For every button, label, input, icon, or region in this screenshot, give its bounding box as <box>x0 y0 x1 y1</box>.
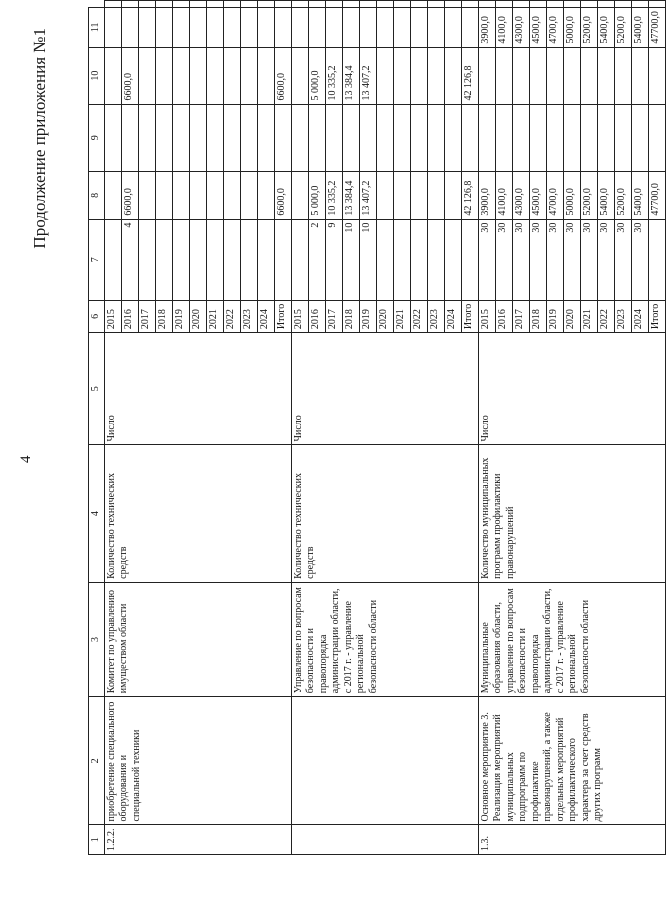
value-cell <box>614 1 631 8</box>
value-cell: 30 <box>529 219 546 300</box>
unit-cell: Число <box>478 333 665 445</box>
value-cell <box>138 104 155 171</box>
value-cell: 5200,0 <box>614 8 631 48</box>
value-cell <box>512 47 529 104</box>
value-cell: 3900,0 <box>478 8 495 48</box>
value-cell <box>274 8 291 48</box>
value-cell <box>172 47 189 104</box>
year-cell: 2016 <box>121 300 138 332</box>
value-cell <box>155 47 172 104</box>
year-cell: 2020 <box>376 300 393 332</box>
executor-cell: Муниципальные образования области, управление по вопросам безопасности и правопорядка администрации области, с 2017 г. - управление региональной безопасности области <box>478 582 665 696</box>
value-cell <box>410 1 427 8</box>
value-cell <box>444 8 461 48</box>
value-cell <box>240 47 257 104</box>
year-cell: 2022 <box>597 300 614 332</box>
value-cell <box>274 1 291 8</box>
value-cell <box>427 219 444 300</box>
value-cell <box>393 219 410 300</box>
value-cell <box>342 1 359 8</box>
value-cell <box>444 104 461 171</box>
value-cell <box>495 1 512 8</box>
value-cell <box>172 1 189 8</box>
value-cell: 47700,0 <box>648 172 665 220</box>
value-cell <box>427 8 444 48</box>
value-cell <box>223 172 240 220</box>
value-cell <box>155 8 172 48</box>
value-cell <box>189 1 206 8</box>
value-cell: 4300,0 <box>512 172 529 220</box>
value-cell: 5400,0 <box>631 172 648 220</box>
value-cell <box>274 104 291 171</box>
value-cell <box>257 47 274 104</box>
unit-cell: Число <box>104 333 291 445</box>
value-cell <box>206 1 223 8</box>
value-cell: 6600,0 <box>274 47 291 104</box>
year-cell: 2021 <box>580 300 597 332</box>
value-cell: 5200,0 <box>580 8 597 48</box>
value-cell: 5400,0 <box>631 8 648 48</box>
value-cell: 42 126,8 <box>461 172 478 220</box>
year-cell: 2015 <box>478 300 495 332</box>
value-cell <box>342 8 359 48</box>
value-cell <box>529 47 546 104</box>
year-cell: 2018 <box>155 300 172 332</box>
value-cell: 4700,0 <box>546 172 563 220</box>
value-cell <box>240 8 257 48</box>
value-cell <box>138 47 155 104</box>
value-cell <box>155 104 172 171</box>
year-cell: 2024 <box>631 300 648 332</box>
value-cell <box>121 1 138 8</box>
value-cell <box>376 8 393 48</box>
value-cell <box>478 104 495 171</box>
value-cell <box>104 8 121 48</box>
indicator-cell: Количество технических средств <box>104 445 291 582</box>
value-cell <box>291 104 308 171</box>
value-cell: 30 <box>495 219 512 300</box>
value-cell <box>393 47 410 104</box>
value-cell: 13 407,2 <box>359 172 376 220</box>
value-cell <box>206 8 223 48</box>
value-cell <box>393 1 410 8</box>
header-cell: 1 <box>89 825 105 855</box>
value-cell <box>189 172 206 220</box>
executor-cell: Комитет по управлению имуществом области <box>104 582 291 696</box>
value-cell <box>597 1 614 8</box>
value-cell <box>240 172 257 220</box>
value-cell <box>376 219 393 300</box>
year-cell: 2022 <box>410 300 427 332</box>
value-cell <box>376 1 393 8</box>
value-cell: 13 384,4 <box>342 172 359 220</box>
value-cell <box>206 219 223 300</box>
value-cell <box>512 1 529 8</box>
value-cell: 30 <box>512 219 529 300</box>
year-cell: 2024 <box>257 300 274 332</box>
value-cell <box>427 172 444 220</box>
value-cell <box>597 104 614 171</box>
value-cell <box>410 8 427 48</box>
value-cell <box>155 219 172 300</box>
value-cell: 10 335,2 <box>325 47 342 104</box>
value-cell <box>104 1 121 8</box>
value-cell <box>427 1 444 8</box>
header-cell: 5 <box>89 333 105 445</box>
value-cell <box>138 172 155 220</box>
header-cell: 4 <box>89 445 105 582</box>
value-cell <box>223 219 240 300</box>
value-cell <box>444 1 461 8</box>
value-cell <box>359 104 376 171</box>
value-cell: 5400,0 <box>597 172 614 220</box>
year-cell: 2021 <box>393 300 410 332</box>
value-cell <box>240 219 257 300</box>
value-cell <box>410 47 427 104</box>
header-cell: 7 <box>89 219 105 300</box>
value-cell: 5200,0 <box>614 172 631 220</box>
year-cell: 2016 <box>308 300 325 332</box>
value-cell <box>648 47 665 104</box>
measure-name-cell: Основное мероприятие 3. Реализация мероприятий муниципальных подпрограмм по профилактике правонарушений, а также отдельных мероприятий профилактического характера за счет средств других программ <box>478 697 665 825</box>
value-cell <box>597 47 614 104</box>
value-cell <box>376 104 393 171</box>
value-cell <box>240 104 257 171</box>
header-cell: 3 <box>89 582 105 696</box>
value-cell <box>614 104 631 171</box>
measure-name-cell <box>291 697 478 825</box>
year-cell: 2017 <box>325 300 342 332</box>
value-cell <box>359 8 376 48</box>
value-cell <box>648 219 665 300</box>
value-cell <box>444 219 461 300</box>
value-cell: 13 384,4 <box>342 47 359 104</box>
value-cell: 5 000,0 <box>308 47 325 104</box>
year-cell: Итого <box>461 300 478 332</box>
year-cell: 2024 <box>444 300 461 332</box>
value-cell <box>206 104 223 171</box>
value-cell <box>648 104 665 171</box>
value-cell: 4500,0 <box>529 8 546 48</box>
value-cell <box>189 219 206 300</box>
value-cell <box>461 1 478 8</box>
year-cell: 2020 <box>563 300 580 332</box>
value-cell <box>325 104 342 171</box>
value-cell <box>223 8 240 48</box>
value-cell <box>461 104 478 171</box>
value-cell <box>461 219 478 300</box>
value-cell <box>223 104 240 171</box>
value-cell <box>461 8 478 48</box>
value-cell <box>478 47 495 104</box>
year-cell: 2017 <box>512 300 529 332</box>
value-cell: 4100,0 <box>495 172 512 220</box>
value-cell <box>631 104 648 171</box>
year-cell: 2023 <box>614 300 631 332</box>
value-cell <box>325 8 342 48</box>
value-cell <box>342 104 359 171</box>
value-cell: 30 <box>563 219 580 300</box>
header-cell: 6 <box>89 300 105 332</box>
value-cell <box>580 1 597 8</box>
value-cell: 30 <box>478 219 495 300</box>
value-cell <box>240 1 257 8</box>
value-cell <box>376 47 393 104</box>
value-cell <box>427 47 444 104</box>
value-cell <box>138 1 155 8</box>
unit-cell: Число <box>291 333 478 445</box>
value-cell <box>206 172 223 220</box>
value-cell <box>495 47 512 104</box>
value-cell <box>427 104 444 171</box>
value-cell <box>104 219 121 300</box>
program-table <box>88 0 666 855</box>
value-cell: 2 <box>308 219 325 300</box>
value-cell <box>257 219 274 300</box>
year-cell: 2022 <box>223 300 240 332</box>
value-cell <box>444 172 461 220</box>
value-cell: 4500,0 <box>529 172 546 220</box>
value-cell <box>121 104 138 171</box>
year-cell: 2019 <box>172 300 189 332</box>
table-row <box>104 1 121 855</box>
value-cell: 5000,0 <box>563 8 580 48</box>
executor-cell: Управление по вопросам безопасности и правопорядка администрации области, с 2017 г. - управление региональной безопасности области <box>291 582 478 696</box>
measure-name-cell: приобретение специального оборудования и специальной техники <box>104 697 291 825</box>
header-cell: 2 <box>89 697 105 825</box>
value-cell <box>563 104 580 171</box>
value-cell <box>155 1 172 8</box>
value-cell <box>410 104 427 171</box>
value-cell <box>410 219 427 300</box>
value-cell <box>376 172 393 220</box>
value-cell <box>206 47 223 104</box>
value-cell <box>291 1 308 8</box>
value-cell: 30 <box>546 219 563 300</box>
value-cell <box>257 8 274 48</box>
value-cell <box>529 104 546 171</box>
value-cell: 30 <box>631 219 648 300</box>
value-cell <box>410 172 427 220</box>
code-cell <box>291 825 478 855</box>
value-cell: 47700,0 <box>648 8 665 48</box>
value-cell <box>580 104 597 171</box>
value-cell <box>138 219 155 300</box>
value-cell: 13 407,2 <box>359 47 376 104</box>
value-cell: 4100,0 <box>495 8 512 48</box>
page-number: 4 <box>18 455 34 463</box>
value-cell <box>155 172 172 220</box>
table-row <box>478 1 495 855</box>
value-cell: 3900,0 <box>478 172 495 220</box>
code-cell: 1.2.2. <box>104 825 291 855</box>
value-cell <box>478 1 495 8</box>
value-cell <box>308 8 325 48</box>
value-cell <box>580 47 597 104</box>
value-cell: 4300,0 <box>512 8 529 48</box>
value-cell: 5 000,0 <box>308 172 325 220</box>
value-cell: 30 <box>597 219 614 300</box>
value-cell <box>189 104 206 171</box>
value-cell <box>631 47 648 104</box>
header-cell: 11 <box>89 8 105 48</box>
value-cell <box>546 104 563 171</box>
value-cell: 5200,0 <box>580 172 597 220</box>
value-cell <box>138 8 155 48</box>
year-cell: 2019 <box>359 300 376 332</box>
value-cell: 6600,0 <box>121 172 138 220</box>
value-cell <box>223 1 240 8</box>
year-cell: 2016 <box>495 300 512 332</box>
value-cell <box>104 104 121 171</box>
year-cell: 2020 <box>189 300 206 332</box>
value-cell <box>325 1 342 8</box>
value-cell <box>257 172 274 220</box>
year-cell: 2017 <box>138 300 155 332</box>
year-cell: 2018 <box>529 300 546 332</box>
value-cell <box>563 1 580 8</box>
value-cell: 4700,0 <box>546 8 563 48</box>
header-cell: 10 <box>89 47 105 104</box>
value-cell <box>308 1 325 8</box>
year-cell: 2018 <box>342 300 359 332</box>
code-cell: 1.3. <box>478 825 665 855</box>
header-cell: 9 <box>89 104 105 171</box>
year-cell: 2021 <box>206 300 223 332</box>
value-cell: 5400,0 <box>597 8 614 48</box>
year-cell: Итого <box>648 300 665 332</box>
value-cell <box>291 47 308 104</box>
value-cell <box>172 8 189 48</box>
value-cell: 10 335,2 <box>325 172 342 220</box>
value-cell <box>614 47 631 104</box>
value-cell <box>393 8 410 48</box>
value-cell: 42 126,8 <box>461 47 478 104</box>
value-cell <box>172 219 189 300</box>
value-cell: 30 <box>614 219 631 300</box>
indicator-cell: Количество технических средств <box>291 445 478 582</box>
value-cell <box>546 1 563 8</box>
value-cell <box>172 104 189 171</box>
year-cell: 2019 <box>546 300 563 332</box>
value-cell <box>274 219 291 300</box>
value-cell <box>172 172 189 220</box>
value-cell: 6600,0 <box>274 172 291 220</box>
value-cell <box>393 104 410 171</box>
value-cell: 9 <box>325 219 342 300</box>
column-number-row <box>89 1 105 855</box>
value-cell: 30 <box>580 219 597 300</box>
value-cell: 4 <box>121 219 138 300</box>
value-cell <box>189 47 206 104</box>
value-cell <box>257 1 274 8</box>
year-cell: Итого <box>274 300 291 332</box>
value-cell <box>223 47 240 104</box>
appendix-label: Продолжение приложения №1 <box>30 28 49 249</box>
value-cell <box>359 1 376 8</box>
value-cell <box>648 1 665 8</box>
value-cell <box>563 47 580 104</box>
value-cell: 5000,0 <box>563 172 580 220</box>
year-cell: 2023 <box>427 300 444 332</box>
value-cell <box>121 8 138 48</box>
value-cell <box>495 104 512 171</box>
value-cell <box>512 104 529 171</box>
year-cell: 2023 <box>240 300 257 332</box>
value-cell <box>291 219 308 300</box>
year-cell: 2015 <box>291 300 308 332</box>
value-cell <box>189 8 206 48</box>
value-cell <box>393 172 410 220</box>
value-cell: 10 <box>359 219 376 300</box>
value-cell: 10 <box>342 219 359 300</box>
value-cell <box>546 47 563 104</box>
header-cell: 8 <box>89 172 105 220</box>
value-cell <box>444 47 461 104</box>
value-cell <box>631 1 648 8</box>
value-cell <box>257 104 274 171</box>
indicator-cell: Количество муниципальных программ профилактики правонарушений <box>478 445 665 582</box>
value-cell <box>104 47 121 104</box>
value-cell <box>291 8 308 48</box>
value-cell <box>308 104 325 171</box>
value-cell <box>291 172 308 220</box>
year-cell: 2015 <box>104 300 121 332</box>
value-cell <box>104 172 121 220</box>
value-cell: 6600,0 <box>121 47 138 104</box>
table-row <box>291 1 308 855</box>
value-cell <box>529 1 546 8</box>
